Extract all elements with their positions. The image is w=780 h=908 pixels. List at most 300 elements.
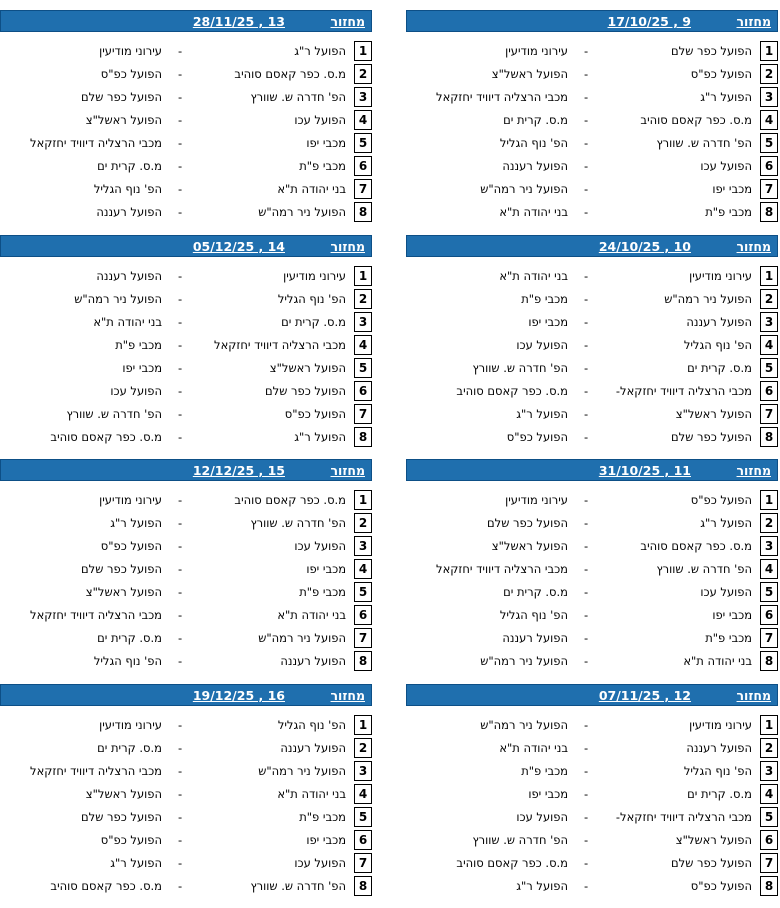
match-row: [0, 312, 372, 333]
round-header: [406, 10, 778, 32]
home-team: עירוני מודיעין: [689, 269, 752, 283]
away-team: הפועל ניר רמה"ש: [74, 292, 162, 306]
home-team: מ.ס. כפר קאסם סוהיב: [640, 113, 752, 127]
vs-separator: -: [584, 856, 589, 870]
match-row: [406, 807, 778, 828]
home-team: הפועל עכו: [294, 113, 346, 127]
round-header: [406, 459, 778, 481]
round-label: מחזור: [736, 688, 771, 703]
match-number: 7: [760, 853, 778, 873]
home-team: בני יהודה ת"א: [277, 608, 346, 622]
home-team: בני יהודה ת"א: [277, 787, 346, 801]
match-number: 5: [760, 807, 778, 827]
match-number: 8: [760, 202, 778, 222]
match-row: [0, 651, 372, 672]
home-team: הפועל ניר רמה"ש: [258, 631, 346, 645]
match-row: [406, 853, 778, 874]
match-row: [0, 202, 372, 223]
away-team: הפ' נוף הגליל: [93, 654, 162, 668]
match-number: 1: [760, 266, 778, 286]
home-team: הפועל רעננה: [686, 315, 752, 329]
away-team: הפועל כפר שלם: [487, 516, 568, 530]
home-team: מכבי הרצליה דיוויד יחזקאל-: [615, 384, 752, 398]
vs-separator: -: [178, 585, 183, 599]
match-number: 8: [760, 427, 778, 447]
match-row: [406, 830, 778, 851]
match-row: [406, 266, 778, 287]
home-team: הפועל כפר שלם: [671, 44, 752, 58]
match-number: 1: [760, 715, 778, 735]
vs-separator: -: [178, 787, 183, 801]
match-number: 4: [760, 559, 778, 579]
vs-separator: -: [584, 833, 589, 847]
match-number: 6: [354, 830, 372, 850]
round-header: [0, 235, 372, 257]
home-team: עירוני מודיעין: [283, 269, 346, 283]
vs-separator: -: [584, 654, 589, 668]
match-number: 8: [760, 876, 778, 896]
away-team: מכבי יפו: [528, 315, 568, 329]
vs-separator: -: [584, 205, 589, 219]
away-team: הפועל כפר שלם: [81, 810, 162, 824]
away-team: מ.ס. קרית ים: [97, 741, 162, 755]
round-block: [0, 235, 372, 455]
match-number: 7: [760, 404, 778, 424]
home-team: מכבי פ"ת: [705, 631, 752, 645]
vs-separator: -: [584, 562, 589, 576]
match-number: 4: [760, 110, 778, 130]
match-number: 4: [760, 335, 778, 355]
match-number: 5: [354, 582, 372, 602]
vs-separator: -: [584, 718, 589, 732]
round-label: מחזור: [736, 239, 771, 254]
round-header: [406, 235, 778, 257]
home-team: מכבי פ"ת: [299, 810, 346, 824]
away-team: עירוני מודיעין: [505, 44, 568, 58]
match-number: 5: [354, 807, 372, 827]
match-number: 2: [760, 64, 778, 84]
round-date: 31/10/25 , 11: [598, 463, 691, 478]
match-row: [406, 358, 778, 379]
match-number: 2: [354, 64, 372, 84]
away-team: מ.ס. קרית ים: [97, 631, 162, 645]
vs-separator: -: [178, 608, 183, 622]
vs-separator: -: [178, 205, 183, 219]
vs-separator: -: [178, 67, 183, 81]
away-team: הפועל ר"ג: [516, 407, 568, 421]
home-team: הפועל עכו: [700, 585, 752, 599]
home-team: מכבי פ"ת: [705, 205, 752, 219]
home-team: הפועל כפר שלם: [265, 384, 346, 398]
away-team: מכבי הרצליה דיוויד יחזקאל: [30, 608, 162, 622]
vs-separator: -: [584, 430, 589, 444]
vs-separator: -: [178, 90, 183, 104]
vs-separator: -: [584, 384, 589, 398]
match-row: [0, 876, 372, 897]
away-team: הפועל ראשל"צ: [491, 539, 568, 553]
match-number: 1: [760, 490, 778, 510]
away-team: מ.ס. קרית ים: [97, 159, 162, 173]
away-team: מ.ס. כפר קאסם סוהיב: [456, 384, 568, 398]
round-date: 05/12/25 , 14: [192, 239, 285, 254]
round-block: [406, 235, 778, 455]
match-number: 8: [354, 876, 372, 896]
home-team: הפועל ר"ג: [700, 90, 752, 104]
match-number: 7: [760, 628, 778, 648]
vs-separator: -: [178, 654, 183, 668]
home-team: הפועל רעננה: [280, 741, 346, 755]
match-number: 6: [760, 830, 778, 850]
match-row: [0, 133, 372, 154]
vs-separator: -: [584, 113, 589, 127]
match-row: [0, 358, 372, 379]
home-team: הפועל כפ"ס: [284, 407, 346, 421]
match-row: [406, 559, 778, 580]
home-team: מכבי הרצליה דיוויד יחזקאל-: [615, 810, 752, 824]
vs-separator: -: [178, 113, 183, 127]
vs-separator: -: [178, 159, 183, 173]
away-team: הפ' נוף הגליל: [499, 136, 568, 150]
away-team: הפועל ניר רמה"ש: [480, 654, 568, 668]
away-team: הפועל עכו: [516, 338, 568, 352]
match-number: 3: [354, 536, 372, 556]
match-number: 1: [354, 41, 372, 61]
match-row: [406, 761, 778, 782]
round-block: [406, 459, 778, 679]
round-label: מחזור: [736, 463, 771, 478]
home-team: מכבי יפו: [306, 136, 346, 150]
home-team: הפועל ניר רמה"ש: [258, 205, 346, 219]
match-number: 1: [354, 266, 372, 286]
away-team: הפועל ראשל"צ: [85, 585, 162, 599]
away-team: הפועל רעננה: [502, 159, 568, 173]
vs-separator: -: [584, 67, 589, 81]
match-number: 5: [760, 582, 778, 602]
home-team: מ.ס. קרית ים: [687, 787, 752, 801]
vs-separator: -: [178, 315, 183, 329]
away-team: בני יהודה ת"א: [499, 269, 568, 283]
match-number: 4: [354, 784, 372, 804]
home-team: הפועל רעננה: [280, 654, 346, 668]
match-row: [0, 110, 372, 131]
vs-separator: -: [178, 879, 183, 893]
match-number: 5: [760, 133, 778, 153]
vs-separator: -: [178, 562, 183, 576]
match-number: 6: [354, 156, 372, 176]
vs-separator: -: [178, 292, 183, 306]
vs-separator: -: [178, 741, 183, 755]
match-row: [406, 876, 778, 897]
home-team: הפועל עכו: [294, 539, 346, 553]
vs-separator: -: [584, 44, 589, 58]
home-team: מ.ס. קרית ים: [687, 361, 752, 375]
home-team: הפועל כפ"ס: [690, 879, 752, 893]
match-number: 6: [354, 381, 372, 401]
match-number: 2: [760, 513, 778, 533]
match-row: [0, 605, 372, 626]
round-date: 24/10/25 , 10: [598, 239, 691, 254]
vs-separator: -: [584, 159, 589, 173]
match-row: [0, 807, 372, 828]
match-number: 7: [354, 628, 372, 648]
match-row: [406, 202, 778, 223]
round-block: [406, 10, 778, 230]
home-team: הפועל רעננה: [686, 741, 752, 755]
vs-separator: -: [584, 631, 589, 645]
match-number: 7: [760, 179, 778, 199]
match-row: [406, 179, 778, 200]
away-team: מכבי יפו: [122, 361, 162, 375]
away-team: מכבי הרצליה דיוויד יחזקאל: [30, 764, 162, 778]
home-team: מכבי פ"ת: [299, 585, 346, 599]
home-team: הפ' חדרה ש. שוורץ: [250, 879, 346, 893]
round-header: [406, 684, 778, 706]
vs-separator: -: [178, 182, 183, 196]
away-team: מ.ס. קרית ים: [503, 113, 568, 127]
match-row: [0, 289, 372, 310]
match-number: 4: [760, 784, 778, 804]
round-date: 12/12/25 , 15: [192, 463, 285, 478]
vs-separator: -: [584, 315, 589, 329]
match-number: 7: [354, 179, 372, 199]
away-team: בני יהודה ת"א: [499, 205, 568, 219]
match-row: [406, 110, 778, 131]
vs-separator: -: [178, 539, 183, 553]
match-row: [406, 738, 778, 759]
away-team: בני יהודה ת"א: [93, 315, 162, 329]
match-row: [0, 536, 372, 557]
match-number: 3: [354, 312, 372, 332]
away-team: עירוני מודיעין: [99, 493, 162, 507]
away-team: עירוני מודיעין: [99, 44, 162, 58]
vs-separator: -: [584, 787, 589, 801]
vs-separator: -: [584, 269, 589, 283]
match-number: 2: [760, 289, 778, 309]
away-team: מכבי פ"ת: [115, 338, 162, 352]
match-number: 3: [760, 761, 778, 781]
away-team: מכבי פ"ת: [521, 292, 568, 306]
match-row: [406, 427, 778, 448]
away-team: מכבי יפו: [528, 787, 568, 801]
match-row: [0, 156, 372, 177]
match-row: [406, 312, 778, 333]
home-team: הפ' חדרה ש. שוורץ: [656, 136, 752, 150]
match-row: [406, 628, 778, 649]
home-team: הפועל ראשל"צ: [675, 833, 752, 847]
home-team: בני יהודה ת"א: [277, 182, 346, 196]
match-number: 1: [354, 715, 372, 735]
match-row: [406, 156, 778, 177]
match-number: 6: [354, 605, 372, 625]
home-team: הפועל ניר רמה"ש: [258, 764, 346, 778]
vs-separator: -: [584, 539, 589, 553]
round-label: מחזור: [330, 463, 365, 478]
home-team: הפ' נוף הגליל: [683, 764, 752, 778]
home-team: הפ' חדרה ש. שוורץ: [250, 90, 346, 104]
home-team: מכבי יפו: [306, 562, 346, 576]
away-team: הפועל עכו: [110, 384, 162, 398]
round-label: מחזור: [736, 14, 771, 29]
match-row: [406, 582, 778, 603]
match-number: 8: [354, 427, 372, 447]
vs-separator: -: [178, 516, 183, 530]
match-row: [0, 784, 372, 805]
round-date: 07/11/25 , 12: [598, 688, 691, 703]
match-row: [0, 761, 372, 782]
match-row: [406, 381, 778, 402]
match-number: 6: [760, 381, 778, 401]
match-number: 1: [354, 490, 372, 510]
vs-separator: -: [584, 810, 589, 824]
vs-separator: -: [584, 741, 589, 755]
home-team: הפועל כפ"ס: [690, 493, 752, 507]
match-number: 2: [354, 289, 372, 309]
vs-separator: -: [584, 585, 589, 599]
round-header: [0, 459, 372, 481]
away-team: הפועל כפ"ס: [506, 430, 568, 444]
vs-separator: -: [178, 361, 183, 375]
match-row: [406, 513, 778, 534]
match-number: 7: [354, 853, 372, 873]
away-team: מכבי הרצליה דיוויד יחזקאל: [436, 562, 568, 576]
match-row: [0, 559, 372, 580]
home-team: הפועל ר"ג: [700, 516, 752, 530]
match-row: [406, 404, 778, 425]
away-team: הפועל ר"ג: [516, 879, 568, 893]
away-team: הפ' חדרה ש. שוורץ: [472, 833, 568, 847]
match-row: [0, 490, 372, 511]
match-row: [406, 715, 778, 736]
match-number: 5: [354, 358, 372, 378]
match-row: [406, 87, 778, 108]
away-team: הפועל כפר שלם: [81, 90, 162, 104]
match-number: 3: [760, 312, 778, 332]
home-team: הפ' חדרה ש. שוורץ: [656, 562, 752, 576]
away-team: הפועל כפר שלם: [81, 562, 162, 576]
round-label: מחזור: [330, 239, 365, 254]
round-date: 19/12/25 , 16: [192, 688, 285, 703]
match-row: [0, 830, 372, 851]
vs-separator: -: [178, 833, 183, 847]
vs-separator: -: [584, 879, 589, 893]
round-header: [0, 684, 372, 706]
round-block: [0, 10, 372, 230]
vs-separator: -: [584, 292, 589, 306]
match-number: 7: [354, 404, 372, 424]
away-team: עירוני מודיעין: [505, 493, 568, 507]
away-team: הפועל כפ"ס: [100, 539, 162, 553]
home-team: עירוני מודיעין: [689, 718, 752, 732]
match-row: [0, 628, 372, 649]
vs-separator: -: [584, 516, 589, 530]
away-team: הפועל ר"ג: [110, 516, 162, 530]
away-team: הפועל רעננה: [96, 269, 162, 283]
match-number: 6: [760, 605, 778, 625]
match-row: [406, 289, 778, 310]
match-row: [406, 536, 778, 557]
away-team: הפועל ניר רמה"ש: [480, 718, 568, 732]
match-row: [0, 513, 372, 534]
match-number: 1: [760, 41, 778, 61]
match-number: 5: [354, 133, 372, 153]
match-number: 3: [760, 536, 778, 556]
away-team: הפועל כפ"ס: [100, 67, 162, 81]
away-team: הפ' חדרה ש. שוורץ: [66, 407, 162, 421]
vs-separator: -: [178, 810, 183, 824]
round-block: [0, 684, 372, 904]
round-block: [0, 459, 372, 679]
home-team: הפועל ר"ג: [294, 44, 346, 58]
match-row: [0, 853, 372, 874]
home-team: הפועל ניר רמה"ש: [664, 292, 752, 306]
home-team: הפועל כפר שלם: [671, 430, 752, 444]
home-team: מכבי יפו: [712, 182, 752, 196]
away-team: הפועל ראשל"צ: [85, 787, 162, 801]
vs-separator: -: [178, 718, 183, 732]
vs-separator: -: [178, 136, 183, 150]
home-team: הפועל עכו: [294, 856, 346, 870]
away-team: מ.ס. קרית ים: [503, 585, 568, 599]
vs-separator: -: [178, 493, 183, 507]
vs-separator: -: [584, 493, 589, 507]
vs-separator: -: [584, 182, 589, 196]
away-team: מ.ס. כפר קאסם סוהיב: [50, 430, 162, 444]
match-number: 4: [354, 559, 372, 579]
round-date: 17/10/25 , 9: [607, 14, 691, 29]
match-number: 4: [354, 110, 372, 130]
match-number: 4: [354, 335, 372, 355]
away-team: הפועל ראשל"צ: [491, 67, 568, 81]
match-number: 2: [354, 738, 372, 758]
home-team: הפ' נוף הגליל: [277, 292, 346, 306]
away-team: הפועל עכו: [516, 810, 568, 824]
match-row: [0, 738, 372, 759]
home-team: מ.ס. כפר קאסם סוהיב: [234, 493, 346, 507]
match-row: [406, 133, 778, 154]
away-team: הפועל כפ"ס: [100, 833, 162, 847]
round-date: 28/11/25 , 13: [192, 14, 285, 29]
match-number: 8: [354, 202, 372, 222]
vs-separator: -: [178, 384, 183, 398]
vs-separator: -: [178, 407, 183, 421]
vs-separator: -: [178, 44, 183, 58]
away-team: מ.ס. כפר קאסם סוהיב: [50, 879, 162, 893]
home-team: הפועל ראשל"צ: [269, 361, 346, 375]
away-team: הפ' נוף הגליל: [93, 182, 162, 196]
match-row: [406, 784, 778, 805]
away-team: הפועל ניר רמה"ש: [480, 182, 568, 196]
away-team: בני יהודה ת"א: [499, 741, 568, 755]
match-row: [406, 41, 778, 62]
match-row: [0, 41, 372, 62]
match-number: 3: [760, 87, 778, 107]
vs-separator: -: [178, 338, 183, 352]
vs-separator: -: [178, 631, 183, 645]
match-row: [0, 427, 372, 448]
match-number: 2: [354, 513, 372, 533]
home-team: מ.ס. כפר קאסם סוהיב: [234, 67, 346, 81]
round-label: מחזור: [330, 14, 365, 29]
round-header: [0, 10, 372, 32]
vs-separator: -: [178, 430, 183, 444]
match-number: 5: [760, 358, 778, 378]
home-team: מ.ס. כפר קאסם סוהיב: [640, 539, 752, 553]
vs-separator: -: [584, 90, 589, 104]
match-row: [406, 605, 778, 626]
match-row: [0, 64, 372, 85]
home-team: מכבי הרצליה דיוויד יחזקאל: [214, 338, 346, 352]
home-team: הפועל ראשל"צ: [675, 407, 752, 421]
